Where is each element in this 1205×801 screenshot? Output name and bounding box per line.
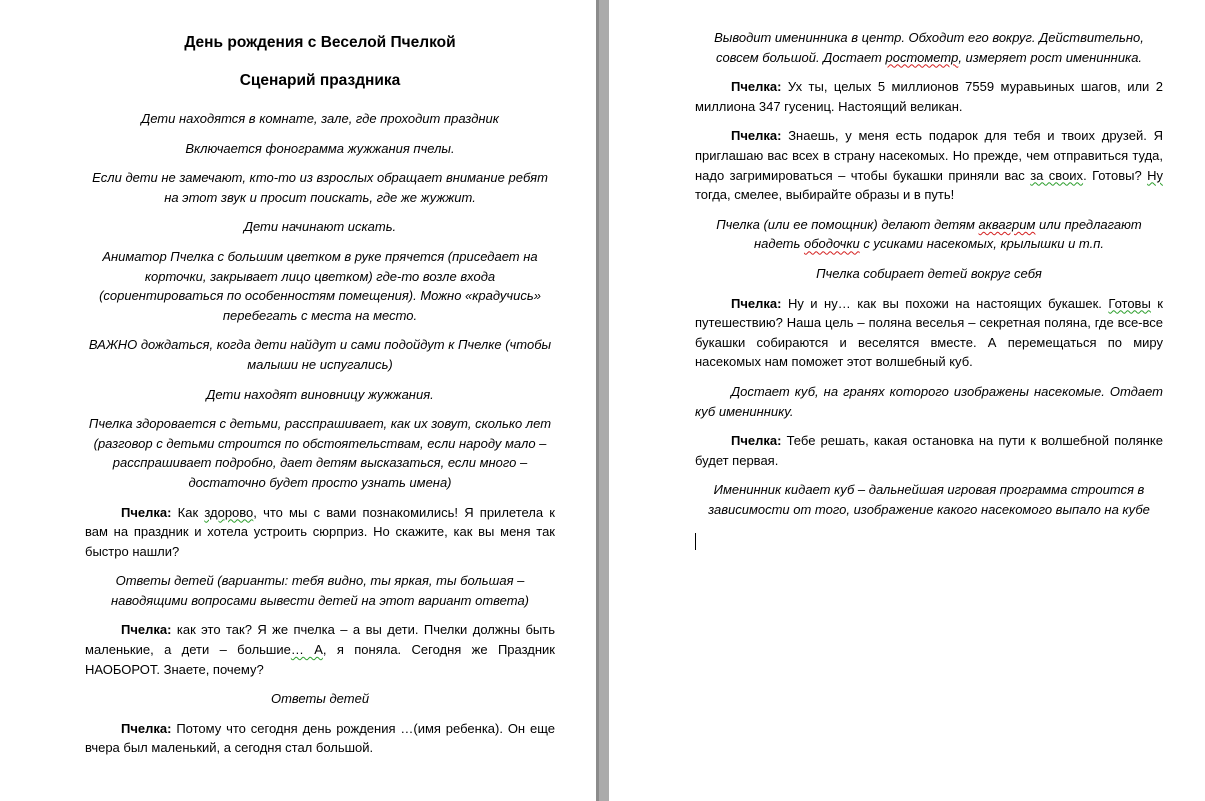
stage-direction: Дети начинают искать. bbox=[243, 219, 397, 235]
speaker-label: Пчелка: bbox=[731, 128, 782, 144]
grammar-mark: Ну bbox=[1147, 167, 1163, 183]
speaker-label: Пчелка: bbox=[731, 79, 782, 95]
page-gap-shadow bbox=[596, 0, 599, 801]
spelling-mark: ободочки bbox=[803, 236, 860, 252]
grammar-mark: … А bbox=[290, 642, 323, 658]
stage-direction: Если дети не замечают, кто-то из взрослых обращает внимание ребят на этот звук и просит поискать, где же жужжит. bbox=[92, 170, 548, 205]
dialogue-line: Пчелка: как это так? Я же пчелка – а вы дети. Пчелки должны быть маленькие, а дети – большие… А, я поняла. Сегодня же Праздник НАОБОРОТ. Знаете, почему? bbox=[85, 622, 555, 677]
spelling-mark: ростометр bbox=[885, 49, 959, 65]
speaker-label: Пчелка: bbox=[731, 433, 782, 449]
stage-direction: Ответы детей (варианты: тебя видно, ты яркая, ты большая – наводящими вопросами вывести детей на этот вариант ответа) bbox=[110, 573, 530, 608]
document-subtitle: Сценарий праздника bbox=[239, 72, 401, 89]
grammar-mark: здорово bbox=[204, 504, 254, 520]
document-page-right[interactable] bbox=[609, 0, 1205, 801]
stage-direction: Достает куб, на гранях которого изображены насекомые. Отдает куб имениннику. bbox=[695, 383, 1163, 419]
stage-direction: Аниматор Пчелка с большим цветком в руке прячется (приседает на корточки, закрывает лицо цветком) где-то возле входа (сориентироваться по особенностям помещения). Можно «крадучись» перебегать с места на место. bbox=[99, 248, 541, 323]
stage-direction: Пчелка собирает детей вокруг себя bbox=[816, 265, 1042, 281]
dialogue-line: Пчелка: Тебе решать, какая остановка на пути к волшебной полянке будет первая. bbox=[695, 433, 1163, 468]
document-title: День рождения с Веселой Пчелкой bbox=[184, 34, 456, 51]
spelling-mark: аквагрим bbox=[978, 216, 1036, 232]
dialogue-line: Пчелка: Потому что сегодня день рождения …(имя ребенка). Он еще вчера был маленький, а сегодня стал большой. bbox=[85, 720, 555, 756]
grammar-mark: Готовы bbox=[1108, 295, 1151, 311]
speaker-label: Пчелка: bbox=[121, 622, 172, 638]
speaker-label: Пчелка: bbox=[121, 504, 172, 520]
grammar-mark: за своих bbox=[1030, 167, 1084, 183]
document-page-left[interactable] bbox=[0, 0, 596, 801]
stage-direction: Выводит именинника в центр. Обходит его вокруг. Действительно, совсем большой. Достает ростометр, измеряет рост именинника. bbox=[714, 30, 1144, 65]
stage-direction: Ответы детей bbox=[270, 691, 370, 707]
speaker-label: Пчелка: bbox=[731, 295, 782, 311]
stage-direction: Именинник кидает куб – дальнейшая игровая программа строится в зависимости от того, изображение какого насекомого выпало на кубе bbox=[708, 482, 1150, 517]
dialogue-line: Пчелка: Ну и ну… как вы похожи на настоящих букашек. Готовы к путешествию? Наша цель – поляна веселья – секретная поляна, где все-все букашки собираются и веселятся вместе. А перемещаться по миру насекомых нам поможет этот волшебный куб. bbox=[695, 295, 1163, 370]
stage-direction: Дети находятся в комнате, зале, где проходит праздник bbox=[141, 111, 499, 126]
dialogue-line: Пчелка: Ух ты, целых 5 миллионов 7559 муравьиных шагов, или 2 миллиона 347 гусениц. Настоящий великан. bbox=[695, 79, 1163, 114]
dialogue-line: Пчелка: Знаешь, у меня есть подарок для тебя и твоих друзей. Я приглашаю вас всех в страну насекомых. Но прежде, чем отправиться туда, надо загримироваться – чтобы букашки приняли вас за своих. Готовы? Ну тогда, смелее, выбирайте образы и в путь! bbox=[695, 128, 1163, 203]
text-cursor bbox=[695, 529, 1163, 555]
stage-direction: Включается фонограмма жужжания пчелы. bbox=[185, 140, 455, 156]
stage-direction: Пчелка здоровается с детьми, расспрашивает, как их зовут, сколько лет (разговор с детьми строится по обстоятельствам, если народу мало – расспрашивает подробно, дает детям высказаться, если много – достаточно будет просто узнать имена) bbox=[88, 416, 552, 490]
speaker-label: Пчелка: bbox=[121, 720, 172, 736]
stage-direction: Дети находят виновницу жужжания. bbox=[206, 386, 434, 402]
stage-direction: Пчелка (или ее помощник) делают детям аквагрим или предлагают надеть ободочки с усиками насекомых, крылышки и т.п. bbox=[716, 216, 1142, 252]
dialogue-line: Пчелка: Как здорово, что мы с вами познакомились! Я прилетела к вам на праздник и хотела устроить сюрприз. Но скажите, как вы меня так быстро нашли? bbox=[85, 504, 555, 559]
stage-direction: ВАЖНО дождаться, когда дети найдут и сами подойдут к Пчелке (чтобы малыши не испугались) bbox=[88, 337, 552, 372]
